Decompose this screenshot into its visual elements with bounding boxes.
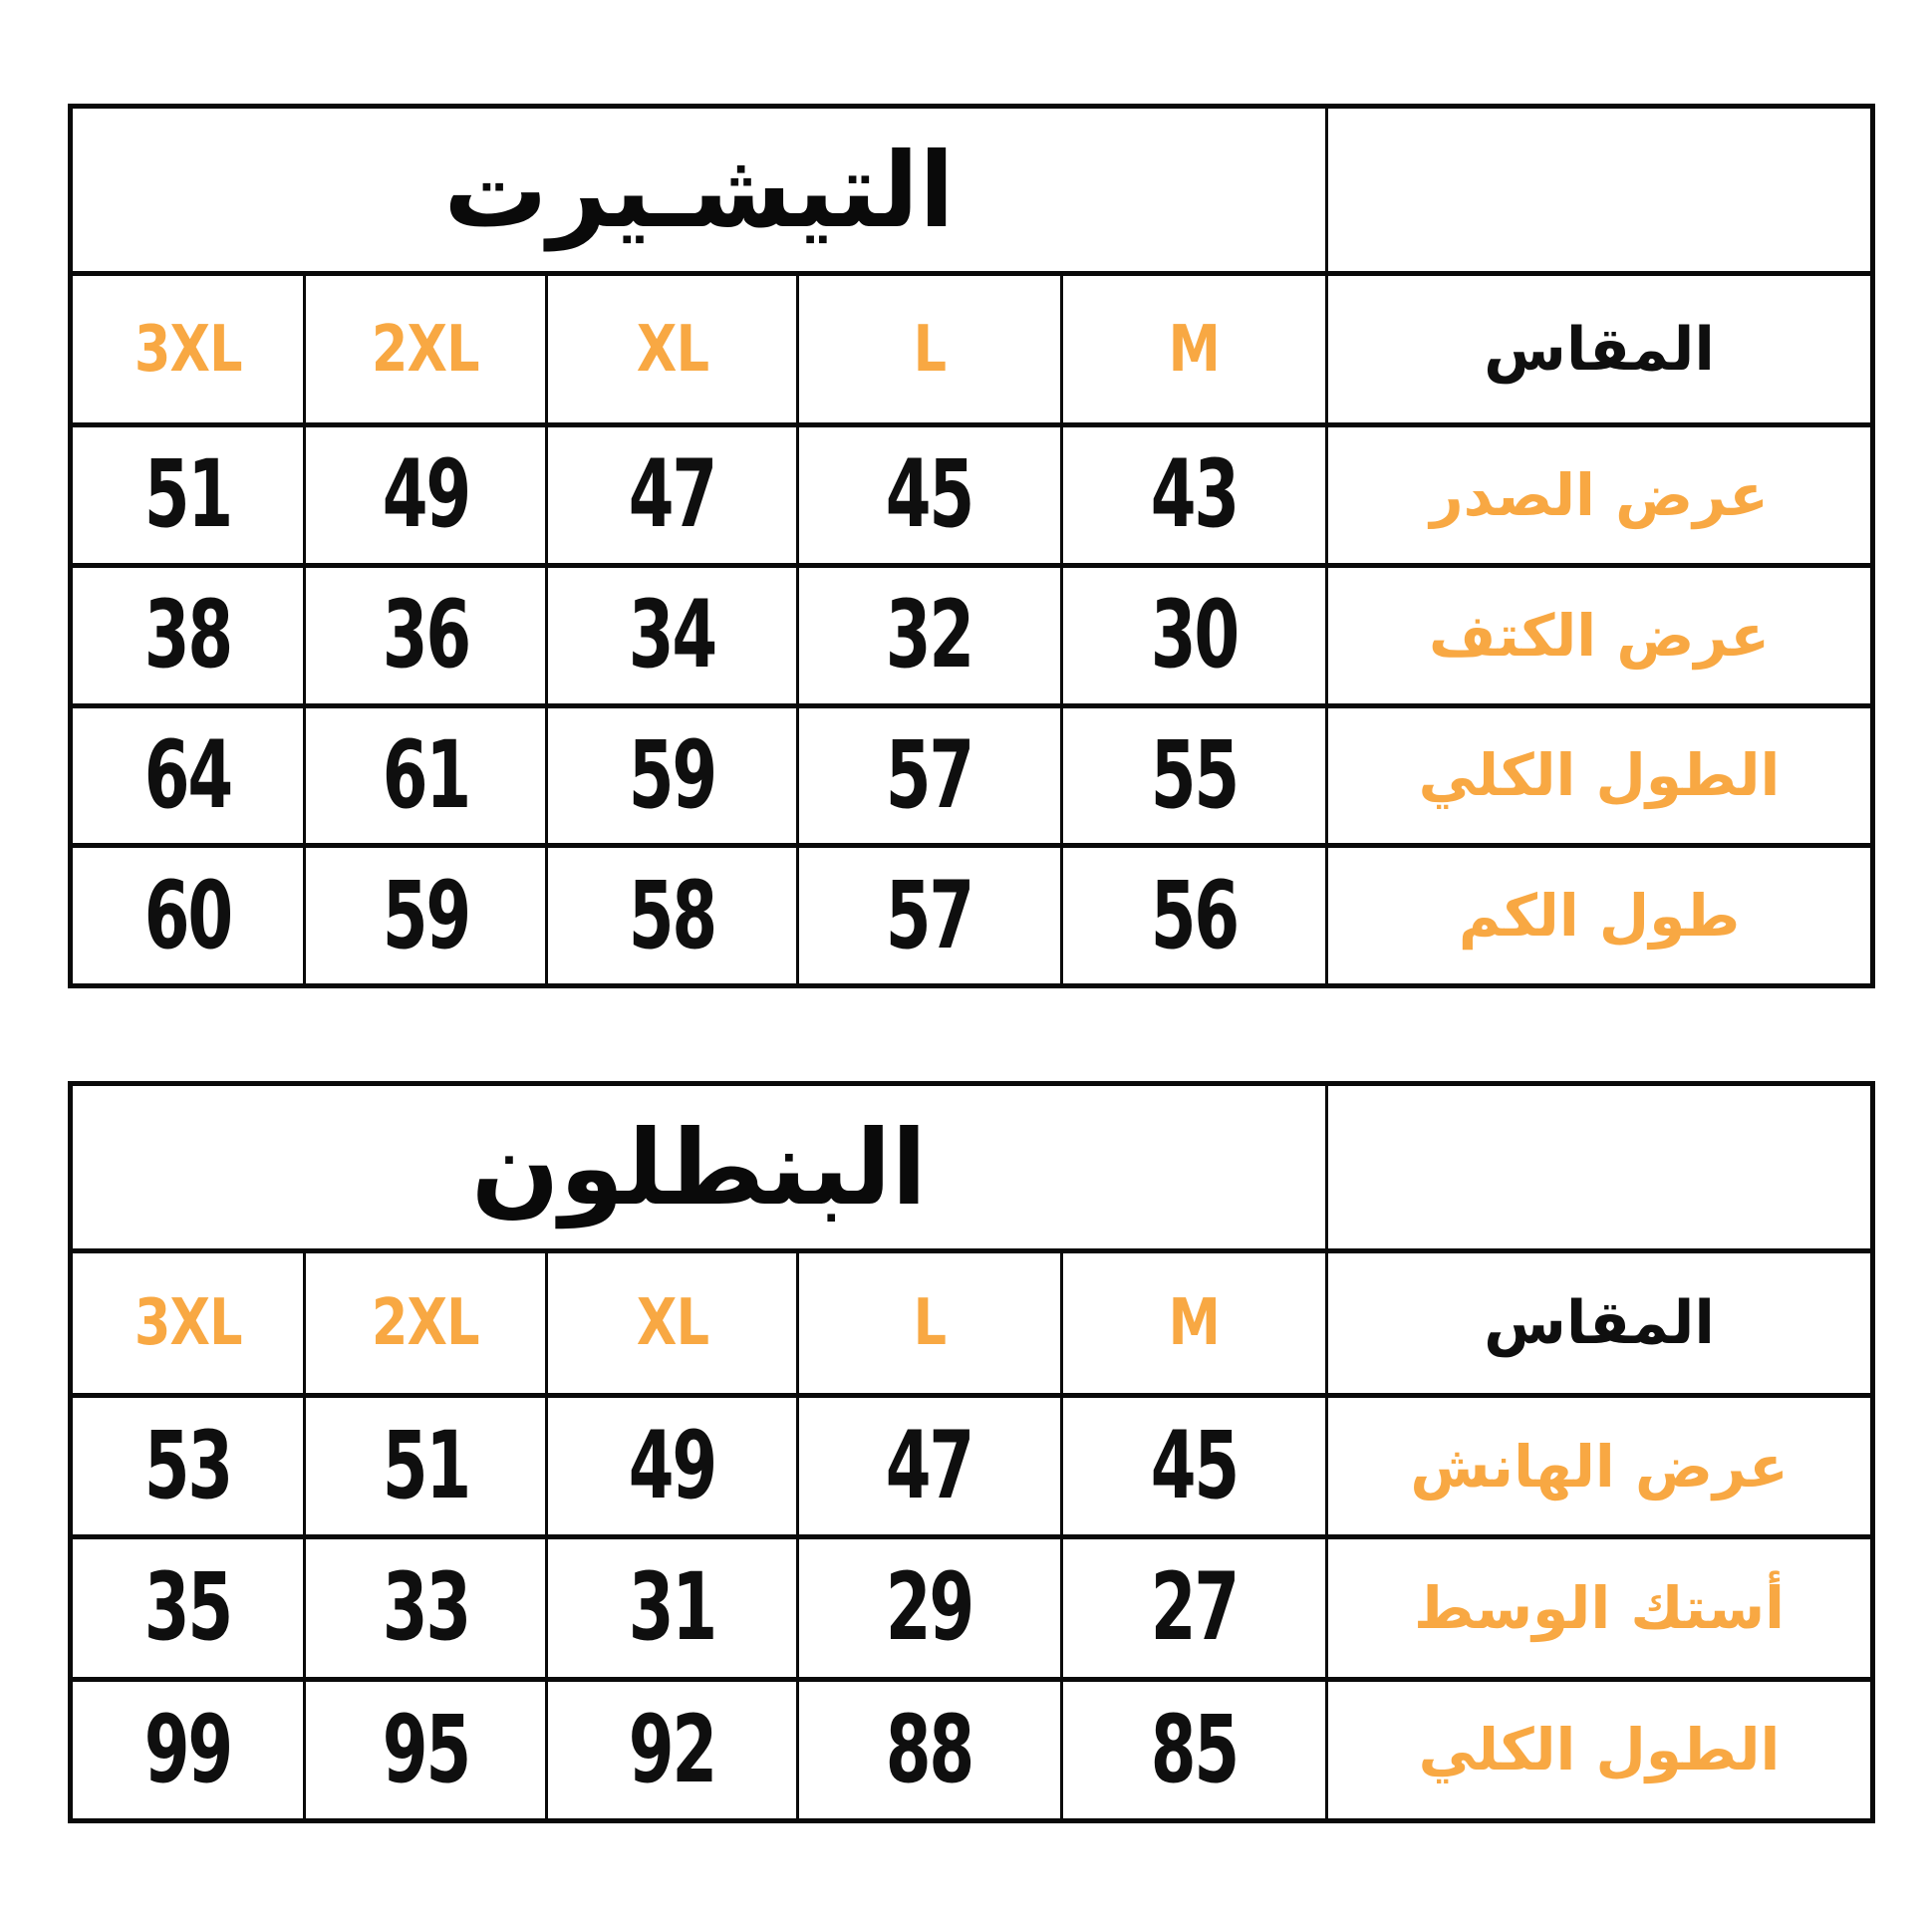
table-cell — [545, 563, 796, 703]
table-cell — [796, 422, 1060, 563]
table-cell — [73, 843, 303, 983]
table-cell — [1060, 422, 1326, 563]
table-cell — [303, 703, 546, 844]
pants-size-header-m — [1060, 1248, 1326, 1393]
size-value: 53 — [143, 1412, 232, 1521]
table-cell — [545, 1677, 796, 1818]
tshirt-size-header-3xl — [73, 271, 303, 422]
table-cell — [303, 1534, 546, 1676]
size-label: 3XL — [134, 312, 242, 387]
size-value: 38 — [143, 581, 232, 690]
pants-size-header-l — [796, 1248, 1060, 1393]
table-cell — [545, 422, 796, 563]
table-cell — [1060, 843, 1326, 983]
size-value: 27 — [1150, 1553, 1238, 1663]
size-value: 58 — [628, 861, 716, 970]
size-value: 55 — [1150, 720, 1238, 830]
pants-size-header-3xl — [73, 1248, 303, 1393]
tshirt-size-header-l — [796, 271, 1060, 422]
size-value: 45 — [886, 440, 973, 550]
size-label: 2XL — [372, 312, 480, 387]
size-label: 3XL — [134, 1286, 242, 1360]
row-label-cell — [1325, 1534, 1870, 1676]
size-value: 51 — [382, 1412, 469, 1521]
table-cell — [303, 422, 546, 563]
row-label: الطول الكلي — [1418, 741, 1781, 810]
size-label: M — [1168, 1286, 1220, 1360]
size-value: 29 — [886, 1553, 973, 1663]
tshirt-size-header-xl — [545, 271, 796, 422]
size-value: 49 — [628, 1412, 716, 1521]
tshirt-title-empty-cell — [1325, 109, 1870, 271]
table-cell — [303, 843, 546, 983]
row-label-cell — [1325, 703, 1870, 844]
table-cell — [796, 1677, 1060, 1818]
table-cell — [73, 422, 303, 563]
tshirt-table-title: التيشـيرت — [443, 129, 955, 251]
size-value: 45 — [1150, 1412, 1238, 1521]
row-label: الطول الكلي — [1418, 1716, 1781, 1784]
table-cell — [303, 1393, 546, 1534]
size-label: XL — [636, 312, 708, 387]
table-cell — [796, 843, 1060, 983]
size-value: 30 — [1150, 581, 1238, 690]
pants-size-table — [68, 1081, 1875, 1823]
size-value: 49 — [382, 440, 469, 550]
table-cell — [545, 1393, 796, 1534]
size-label: XL — [636, 1286, 708, 1360]
table-cell — [1060, 563, 1326, 703]
size-value: 57 — [886, 720, 973, 830]
table-cell — [545, 843, 796, 983]
size-value: 92 — [628, 1695, 716, 1804]
table-cell — [73, 1534, 303, 1676]
table-cell — [1060, 1534, 1326, 1676]
tshirt-size-table — [68, 104, 1875, 988]
size-value: 33 — [382, 1553, 469, 1663]
pants-measure-column-header — [1325, 1248, 1870, 1393]
row-label: عرض الهانش — [1410, 1432, 1789, 1501]
tshirt-measure-column-header — [1325, 271, 1870, 422]
row-label-cell — [1325, 1677, 1870, 1818]
size-value: 36 — [382, 581, 469, 690]
table-cell — [73, 1677, 303, 1818]
size-label: 2XL — [372, 1286, 480, 1360]
size-label: L — [913, 312, 947, 387]
size-value: 51 — [143, 440, 232, 550]
pants-size-header-2xl — [303, 1248, 546, 1393]
row-label: عرض الصدر — [1430, 460, 1769, 529]
row-label-cell — [1325, 1393, 1870, 1534]
tshirt-size-header-2xl — [303, 271, 546, 422]
size-value: 56 — [1150, 861, 1238, 970]
size-value: 60 — [143, 861, 232, 970]
table-cell — [796, 1534, 1060, 1676]
size-value: 57 — [886, 861, 973, 970]
size-value: 47 — [628, 440, 716, 550]
tshirt-size-header-m — [1060, 271, 1326, 422]
size-value: 88 — [886, 1695, 973, 1804]
size-value: 95 — [382, 1695, 469, 1804]
table-cell — [545, 703, 796, 844]
table-cell — [73, 703, 303, 844]
table-cell — [545, 1534, 796, 1676]
size-value: 32 — [886, 581, 973, 690]
table-cell — [1060, 703, 1326, 844]
size-value: 31 — [628, 1553, 716, 1663]
row-label-cell — [1325, 422, 1870, 563]
table-cell — [73, 1393, 303, 1534]
table-cell — [1060, 1677, 1326, 1818]
size-label: L — [913, 1286, 947, 1360]
table-cell — [73, 563, 303, 703]
table-cell — [303, 1677, 546, 1818]
row-label-cell — [1325, 843, 1870, 983]
pants-size-header-xl — [545, 1248, 796, 1393]
measure-header-label: المقاس — [1484, 314, 1715, 385]
measure-header-label: المقاس — [1484, 1288, 1715, 1358]
row-label: طول الكم — [1458, 882, 1741, 951]
size-value: 61 — [382, 720, 469, 830]
size-value: 59 — [382, 861, 469, 970]
pants-table-title: البنطلون — [470, 1106, 928, 1229]
size-value: 43 — [1150, 440, 1238, 550]
row-label-cell — [1325, 563, 1870, 703]
size-value: 99 — [143, 1695, 232, 1804]
size-value: 85 — [1150, 1695, 1238, 1804]
size-value: 35 — [143, 1553, 232, 1663]
pants-title-empty-cell — [1325, 1086, 1870, 1248]
row-label: عرض الكتف — [1428, 601, 1771, 670]
size-label: M — [1168, 312, 1220, 387]
table-cell — [1060, 1393, 1326, 1534]
size-value: 64 — [143, 720, 232, 830]
table-cell — [796, 1393, 1060, 1534]
table-cell — [796, 563, 1060, 703]
row-label: أستك الوسط — [1414, 1573, 1785, 1642]
size-value: 47 — [886, 1412, 973, 1521]
table-cell — [303, 563, 546, 703]
table-cell — [796, 703, 1060, 844]
size-value: 34 — [628, 581, 716, 690]
size-value: 59 — [628, 720, 716, 830]
